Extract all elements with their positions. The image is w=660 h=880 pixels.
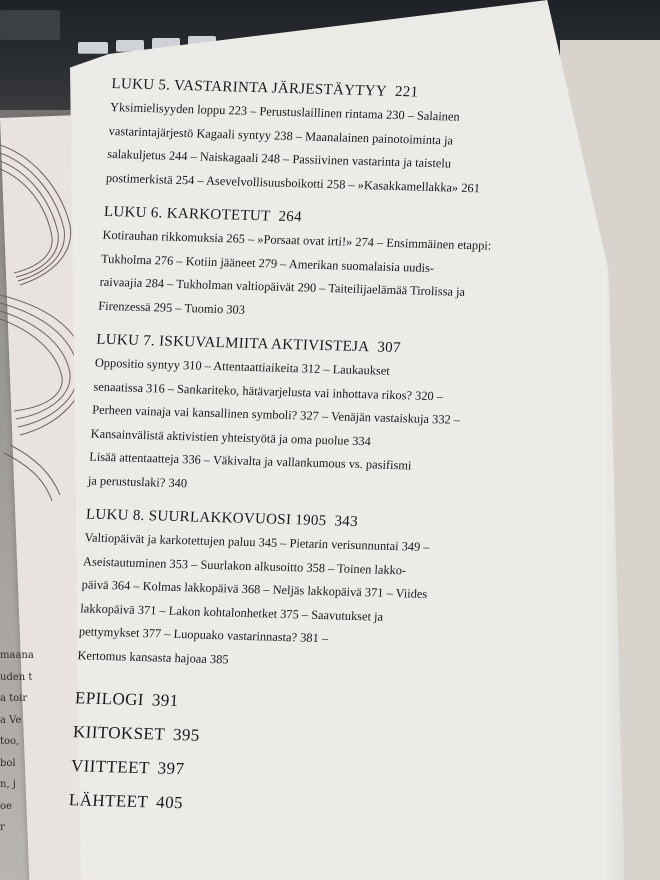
chapter-page-number: 343 (333, 513, 359, 531)
text-fragment: uden t (0, 671, 33, 683)
left-page-text-fragments (0, 645, 40, 839)
endmatter-page-number: 391 (151, 690, 180, 711)
endmatter-page-number: 397 (157, 758, 185, 779)
text-fragment: maana (0, 650, 34, 661)
toc-line: Oppositio syntyy 310 – Attentaattiaikeita 312 – Laukaukset (94, 355, 391, 378)
chapter-page-number: 264 (278, 208, 303, 226)
chapter-title-text: LUKU 5. VASTARINTA JÄRJESTÄYTYY (111, 76, 388, 100)
toc-line: lakkopäivä 371 – Lakon kohtalonhetket 375 – Saavutukset ja (79, 600, 384, 624)
toc-line: Kansainvälistä aktivistien yhteistyötä ja oma puolue 334 (90, 426, 372, 448)
chapter-5 (105, 76, 582, 203)
toc-line: Lisää attentaatteja 336 – Väkivalta ja vallankumous vs. pasifismi (88, 449, 412, 473)
toc-line: Yksimielisyyden loppu 223 – Perustuslaillinen rintama 230 – Salainen (109, 99, 461, 124)
chapter-page-number: 221 (394, 83, 419, 101)
chapter-8 (77, 506, 556, 680)
toc-line: senaatissa 316 – Sankariteko, hätävarjelusta vai inhottava rikos? 320 – (93, 379, 444, 403)
chapter-6 (98, 204, 575, 331)
chapter-page-number: 307 (376, 339, 402, 357)
endmatter-title: LÄHTEET (68, 790, 149, 812)
chapter-title-text: LUKU 7. ISKUVALMIITA AKTIVISTEJA (95, 331, 370, 356)
chapter-title-text: LUKU 8. SUURLAKKOVUOSI 1905 (85, 506, 327, 530)
text-fragment: a Ve (0, 714, 22, 726)
toc-line: postimerkistä 254 – Asevelvollisuusboikotti 258 – »Kasakkamellakka» 261 (105, 170, 481, 195)
toc-line: pettymykset 377 – Luopuako vastarinnasta? 381 – (78, 624, 329, 646)
toc-line: Kotirauhan rikkomuksia 265 – »Porsaat ovat irti!» 274 – Ensimmäinen etappi: (102, 227, 492, 253)
endmatter-list (68, 681, 546, 830)
endmatter-page-number: 395 (172, 724, 201, 745)
toc-line: Kertomus kansasta hajoaa 385 (77, 647, 230, 666)
text-fragment: oe (0, 800, 12, 812)
endmatter-title: KIITOKSET (72, 722, 166, 744)
keyboard-key (0, 10, 60, 40)
table-of-contents (68, 76, 582, 830)
chapter-7 (87, 332, 566, 506)
text-fragment: n, j (0, 779, 16, 790)
text-fragment: a toir (0, 693, 28, 704)
text-fragment: bol (0, 757, 16, 769)
toc-line: Aseistautuminen 353 – Suurlakon alkusoitto 358 – Toinen lakko- (82, 553, 407, 577)
toc-line: raivaajia 284 – Tukholman valtiopäivät 290 – Taiteilijaelämää Tirolissa ja (99, 274, 466, 299)
toc-line: vastarintajärjestö Kagaali syntyy 238 – Maanalainen painotoiminta ja (108, 123, 454, 148)
toc-line: Perheen vainaja vai kansallinen symboli? 327 – Venäjän vastaiskuja 332 – (91, 402, 461, 427)
toc-line: ja perustuslaki? 340 (87, 472, 188, 490)
text-fragment: r (0, 822, 5, 833)
endmatter-page-number: 405 (155, 792, 184, 813)
toc-line: Tukholma 276 – Kotiin jääneet 279 – Amerikan suomalaisia uudis- (100, 251, 435, 275)
keyboard-key (78, 42, 108, 54)
toc-line: Valtiopäivät ja karkotettujen paluu 345 – Pietarin verisunnuntai 349 – (84, 530, 431, 555)
chapter-title-text: LUKU 6. KARKOTETUT (103, 203, 271, 225)
toc-line: salakuljetus 244 – Naiskagaali 248 – Passiivinen vastarinta ja taistelu (106, 146, 452, 171)
toc-line: päivä 364 – Kolmas lakkopäivä 368 – Neljäs lakkopäivä 371 – Viides (81, 577, 428, 601)
toc-line: Firenzessä 295 – Tuomio 303 (97, 298, 246, 317)
text-fragment: too, (0, 736, 20, 747)
endmatter-title: VIITTEET (70, 756, 151, 778)
endmatter-title: EPILOGI (74, 688, 145, 710)
